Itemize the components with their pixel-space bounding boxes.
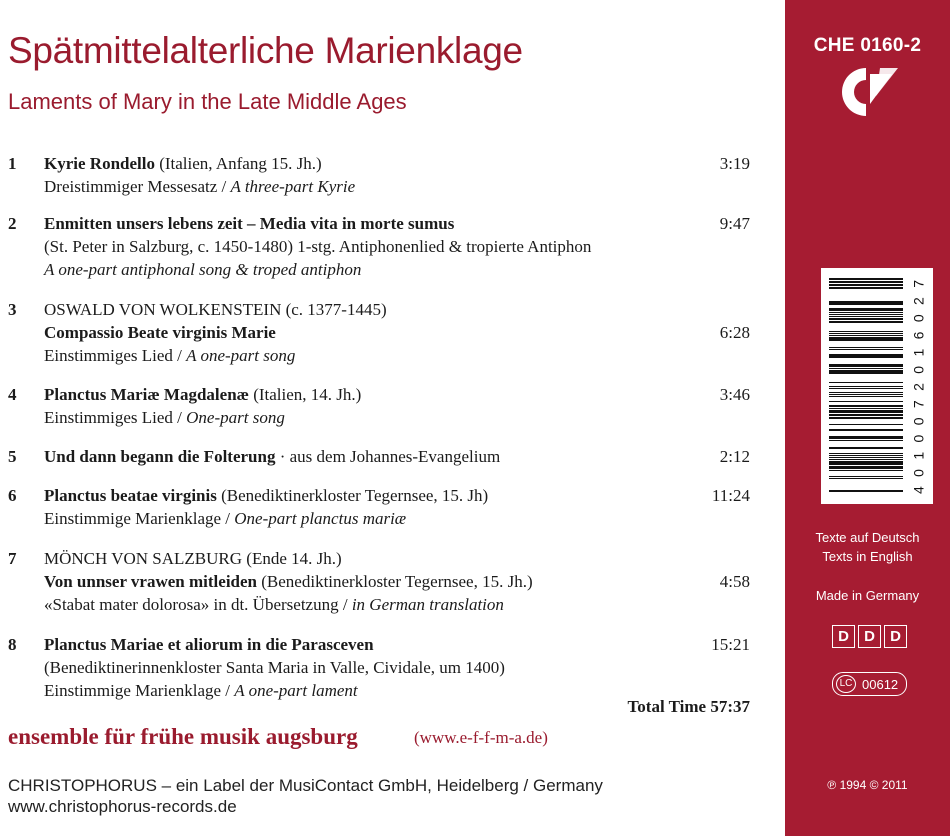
track-translation: One-part song (186, 408, 285, 427)
barcode-bar (829, 429, 903, 431)
track-item (0, 547, 770, 616)
track-line (0, 656, 770, 679)
track-line (0, 570, 770, 593)
label-code-badge (832, 672, 907, 696)
barcode-bar (829, 440, 903, 441)
track-description: MÖNCH VON SALZBURG (Ende 14. Jh.) (44, 549, 342, 568)
barcode-bar (829, 335, 903, 336)
barcode-bar (829, 396, 903, 397)
barcode-bar (829, 457, 903, 458)
track-number: 8 (8, 635, 17, 654)
barcode-bar (829, 436, 903, 439)
track-number: 5 (8, 447, 17, 466)
barcode-bar (829, 337, 903, 341)
track-item (0, 152, 770, 198)
track-text (44, 298, 387, 321)
barcode-bar (829, 388, 903, 389)
barcode-bar (829, 476, 903, 477)
track-line (0, 445, 770, 468)
album-title: Spätmittelalterliche Marienklage (8, 30, 523, 71)
track-duration: 4:58 (719, 572, 750, 591)
track-description: Einstimmige Marienklage / (44, 509, 235, 528)
barcode-bar (829, 354, 903, 358)
track-number: 1 (8, 154, 17, 173)
track-item (0, 484, 770, 530)
track-description: (St. Peter in Salzburg, c. 1450-1480) 1-stg. Antiphonenlied & tropierte Antiphon (44, 237, 592, 256)
track-title-bold: Kyrie Rondello (44, 154, 155, 173)
barcode-bar (829, 386, 903, 387)
track-number: 6 (8, 486, 17, 505)
track-description: (Benediktinerinnenkloster Santa Maria in Valle, Cividale, um 1400) (44, 658, 505, 677)
track-line (0, 321, 770, 344)
track-text (44, 507, 406, 530)
barcode-bar (829, 459, 903, 460)
track-number: 4 (8, 385, 17, 404)
track-duration: 15:21 (711, 635, 750, 654)
barcode-bar (829, 370, 903, 374)
track-title-bold: Enmitten unsers lebens zeit – Media vita in morte sumus (44, 214, 455, 233)
track-duration: 6:28 (719, 323, 750, 342)
track-line (0, 507, 770, 530)
track-line (0, 212, 770, 235)
barcode-bar (829, 455, 903, 456)
barcode-bar (829, 478, 903, 479)
track-title-bold: Planctus beatae virginis (44, 486, 217, 505)
lc-code: 00612 (862, 676, 899, 692)
track-line (0, 258, 770, 281)
track-line (0, 175, 770, 198)
track-text (44, 406, 285, 429)
barcode-bar (829, 368, 903, 369)
track-duration: 2:12 (719, 447, 750, 466)
barcode-bar (829, 470, 903, 471)
track-line (0, 235, 770, 258)
label-url: www.christophorus-records.de (8, 797, 237, 816)
barcode-bar (829, 347, 903, 348)
track-text (44, 656, 505, 679)
track-title-bold: Planctus Mariae et aliorum in die Parasceven (44, 635, 374, 654)
barcode-bar (829, 408, 903, 409)
track-text (44, 445, 500, 468)
barcode-bar (829, 301, 903, 305)
track-description: Einstimmige Marienklage / (44, 681, 235, 700)
track-text (44, 212, 454, 235)
track-text (44, 152, 322, 175)
track-text (44, 175, 355, 198)
track-description: «Stabat mater dolorosa» in dt. Übersetzung / (44, 595, 352, 614)
track-description: Dreistimmiger Messesatz / (44, 177, 231, 196)
track-title-bold: Und dann begann die Folterung (44, 447, 276, 466)
track-text (44, 593, 504, 616)
barcode-bar (829, 287, 903, 289)
barcode-bar (829, 312, 903, 313)
track-number: 2 (8, 214, 17, 233)
ddd-letter: D (858, 625, 881, 648)
barcode-graphic (821, 268, 933, 504)
barcode-bar (829, 461, 903, 465)
album-subtitle: Laments of Mary in the Late Middle Ages (8, 89, 407, 114)
track-description: (Italien, Anfang 15. Jh.) (154, 154, 322, 173)
barcode-bar (829, 401, 903, 402)
barcode-bar (829, 382, 903, 383)
made-in-germany: Made in Germany (815, 588, 920, 603)
track-line (0, 406, 770, 429)
track-description: · aus dem Johannes-Evangelium (275, 447, 501, 466)
track-text (44, 547, 342, 570)
track-line (0, 383, 770, 406)
track-description: (Italien, 14. Jh.) (248, 385, 362, 404)
track-text (44, 321, 276, 344)
barcode-bar (829, 392, 903, 393)
track-text (44, 633, 374, 656)
track-translation: A one-part song (186, 346, 296, 365)
ddd-badge (832, 625, 907, 648)
track-title-bold: Planctus Mariæ Magdalenæ (44, 385, 249, 404)
track-text (44, 383, 361, 406)
track-line (0, 344, 770, 367)
ensemble-name: ensemble für frühe musik augsburg (8, 724, 358, 749)
track-item (0, 445, 770, 468)
track-title-bold: Compassio Beate virginis Marie (44, 323, 276, 342)
track-duration: 9:47 (719, 214, 750, 233)
track-description: (Benediktinerkloster Tegernsee, 15. Jh) (216, 486, 489, 505)
track-text (44, 484, 488, 507)
track-number: 7 (8, 549, 17, 568)
track-number: 3 (8, 300, 17, 319)
track-item (0, 212, 770, 281)
track-description: (Benediktinerkloster Tegernsee, 15. Jh.) (257, 572, 533, 591)
barcode-bar (829, 410, 903, 413)
track-translation: One-part planctus mariæ (234, 509, 407, 528)
track-translation: in German translation (351, 595, 504, 614)
christophorus-logo-icon (840, 62, 900, 122)
track-translation: A three-part Kyrie (230, 177, 356, 196)
track-line (0, 593, 770, 616)
ddd-letter: D (832, 625, 855, 648)
track-text (44, 344, 295, 367)
track-line (0, 484, 770, 507)
barcode-bar (829, 447, 903, 449)
track-item (0, 633, 770, 702)
barcode-bar (829, 394, 903, 395)
barcode-number: 4010072016027 (910, 280, 927, 494)
track-description: OSWALD VON WOLKENSTEIN (c. 1377-1445) (44, 300, 387, 319)
text-language-en: Texts in English (822, 549, 913, 564)
barcode-bar (829, 321, 903, 323)
track-text (44, 258, 361, 281)
barcode (821, 268, 933, 504)
barcode-bar (829, 453, 903, 454)
barcode-bar (829, 308, 903, 311)
track-item (0, 298, 770, 367)
track-description: Einstimmiges Lied / (44, 346, 187, 365)
barcode-bar (829, 405, 903, 407)
barcode-bar (829, 466, 903, 469)
barcode-bar (829, 331, 903, 332)
copyright-notice: ℗ 1994 © 2011 (827, 778, 908, 792)
barcode-bar (829, 284, 903, 286)
track-text (44, 679, 358, 702)
track-duration: 3:46 (719, 385, 750, 404)
barcode-bar (829, 364, 903, 367)
track-text (44, 570, 533, 593)
track-line (0, 152, 770, 175)
track-item (0, 383, 770, 429)
barcode-bar (829, 278, 903, 280)
track-line (0, 298, 770, 321)
track-description: Einstimmiges Lied / (44, 408, 187, 427)
barcode-bar (829, 417, 903, 419)
barcode-bar (829, 333, 903, 334)
lc-mark: LC (836, 675, 856, 693)
label-credit: CHRISTOPHORUS – ein Label der MusiContact GmbH, Heidelberg / Germany (8, 776, 603, 795)
barcode-bar (829, 316, 903, 317)
barcode-bar (829, 490, 903, 492)
track-title-bold: Von unnser vrawen mitleiden (44, 572, 257, 591)
ddd-letter: D (884, 625, 907, 648)
ensemble-website: (www.e-f-f-m-a.de) (414, 728, 548, 747)
barcode-bar (829, 314, 903, 315)
sidebar-panel (785, 0, 950, 836)
text-language-de: Texte auf Deutsch (815, 530, 920, 545)
catalog-number: CHE 0160-2 (813, 35, 922, 56)
track-text (44, 235, 591, 258)
total-time: Total Time 57:37 (627, 697, 750, 716)
barcode-bar (829, 414, 903, 416)
track-translation: A one-part antiphonal song & troped antiphon (44, 260, 362, 279)
track-line (0, 547, 770, 570)
barcode-bar (829, 349, 903, 350)
barcode-bar (829, 281, 903, 283)
track-translation: A one-part lament (234, 681, 358, 700)
track-line (0, 633, 770, 656)
barcode-bar (829, 424, 903, 425)
track-duration: 11:24 (711, 486, 750, 505)
track-duration: 3:19 (719, 154, 750, 173)
barcode-bar (829, 318, 903, 320)
